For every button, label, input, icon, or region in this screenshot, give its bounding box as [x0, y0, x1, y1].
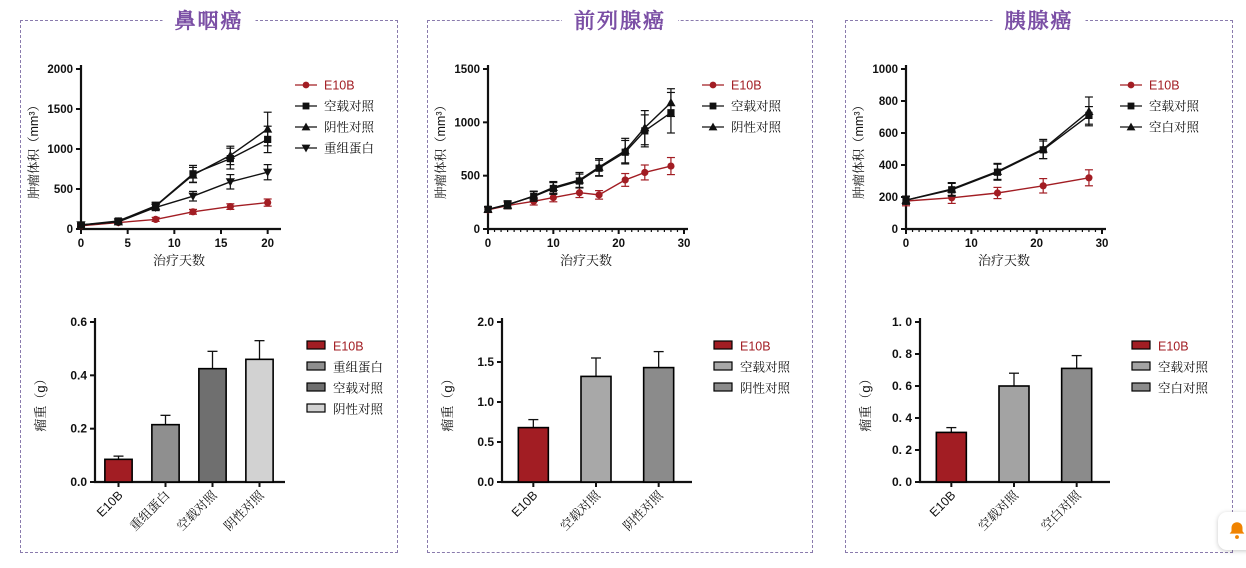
svg-text:0: 0 [902, 238, 910, 250]
svg-text:1000: 1000 [47, 144, 73, 156]
svg-text:空载对照: 空载对照 [731, 99, 782, 114]
svg-text:E10B: E10B [94, 488, 126, 520]
svg-text:5: 5 [124, 238, 131, 250]
svg-text:800: 800 [878, 96, 898, 108]
svg-text:阴性对照: 阴性对照 [620, 488, 666, 534]
svg-text:E10B: E10B [508, 488, 541, 520]
svg-text:0.0: 0.0 [70, 475, 87, 489]
svg-text:30: 30 [1095, 238, 1109, 250]
bell-icon [1226, 520, 1246, 542]
svg-text:空载对照: 空载对照 [324, 99, 375, 114]
svg-text:E10B: E10B [1149, 78, 1180, 93]
svg-text:阴性对照: 阴性对照 [324, 120, 375, 135]
svg-text:2.0: 2.0 [477, 315, 494, 329]
svg-text:0: 0 [66, 224, 73, 236]
svg-text:1500: 1500 [454, 64, 480, 76]
tumor-weight-bar-chart [848, 304, 1220, 564]
svg-text:20: 20 [612, 238, 626, 250]
svg-text:肿瘤体积（mm³）: 肿瘤体积（mm³） [852, 99, 866, 199]
svg-text:1. 0: 1. 0 [891, 315, 912, 329]
svg-text:阴性对照: 阴性对照 [731, 120, 782, 135]
svg-text:0. 6: 0. 6 [891, 379, 912, 393]
panel-nasopharyngeal-cancer [20, 10, 398, 553]
svg-text:E10B: E10B [740, 339, 771, 354]
svg-text:空白对照: 空白对照 [1158, 381, 1209, 396]
svg-text:0.2: 0.2 [70, 421, 87, 436]
panel-pancreatic-cancer [845, 10, 1233, 553]
panel-title: 鼻咽癌 [163, 5, 256, 35]
svg-text:空载对照: 空载对照 [557, 488, 604, 534]
svg-text:1000: 1000 [872, 64, 898, 76]
svg-text:空载对照: 空载对照 [975, 488, 1022, 534]
svg-text:0. 8: 0. 8 [891, 347, 912, 361]
tumor-volume-line-chart [23, 53, 395, 295]
svg-text:空载对照: 空载对照 [740, 360, 791, 375]
svg-text:400: 400 [878, 160, 898, 172]
svg-text:0.5: 0.5 [477, 435, 494, 449]
svg-text:空白对照: 空白对照 [1149, 120, 1200, 135]
svg-text:600: 600 [878, 128, 898, 140]
svg-text:20: 20 [1030, 238, 1044, 250]
svg-text:重组蛋白: 重组蛋白 [324, 141, 375, 156]
svg-text:空载对照: 空载对照 [1158, 360, 1209, 375]
svg-text:0. 0: 0. 0 [891, 475, 912, 489]
svg-text:0.4: 0.4 [70, 368, 87, 383]
svg-text:0. 4: 0. 4 [891, 411, 912, 425]
svg-text:500: 500 [460, 170, 480, 183]
svg-text:重组蛋白: 重组蛋白 [127, 488, 173, 534]
svg-text:治疗天数: 治疗天数 [977, 253, 1031, 268]
svg-text:空载对照: 空载对照 [1149, 99, 1200, 114]
svg-text:瘤重（g）: 瘤重（g） [33, 372, 48, 432]
svg-text:200: 200 [878, 192, 898, 204]
tumor-volume-line-chart [430, 53, 802, 295]
svg-text:E10B: E10B [324, 78, 355, 93]
svg-text:E10B: E10B [333, 339, 364, 354]
support-widget[interactable] [1218, 512, 1246, 550]
svg-text:30: 30 [677, 238, 691, 250]
svg-text:0: 0 [77, 238, 85, 250]
svg-text:E10B: E10B [1158, 339, 1189, 354]
svg-text:重组蛋白: 重组蛋白 [333, 360, 384, 375]
panel-title: 前列腺癌 [562, 5, 678, 35]
svg-text:E10B: E10B [926, 488, 959, 520]
svg-text:瘤重（g）: 瘤重（g） [440, 372, 455, 432]
svg-text:10: 10 [546, 238, 560, 250]
svg-text:空载对照: 空载对照 [174, 488, 220, 534]
svg-text:阴性对照: 阴性对照 [333, 402, 384, 417]
svg-text:0: 0 [473, 224, 480, 236]
svg-text:0.6: 0.6 [70, 315, 87, 329]
svg-text:E10B: E10B [731, 78, 762, 93]
svg-text:500: 500 [53, 184, 73, 196]
svg-text:0: 0 [891, 224, 898, 236]
svg-text:10: 10 [167, 238, 181, 250]
svg-text:10: 10 [964, 238, 978, 250]
svg-text:瘤重（g）: 瘤重（g） [858, 372, 873, 432]
tumor-weight-bar-chart [23, 304, 395, 564]
svg-text:1000: 1000 [454, 117, 480, 130]
svg-text:肿瘤体积（mm³）: 肿瘤体积（mm³） [27, 99, 41, 199]
svg-text:2000: 2000 [47, 64, 73, 76]
svg-text:空载对照: 空载对照 [333, 381, 384, 396]
svg-text:肿瘤体积（mm³）: 肿瘤体积（mm³） [434, 99, 448, 199]
tumor-volume-line-chart [848, 53, 1220, 295]
panel-prostate-cancer [427, 10, 813, 553]
svg-text:治疗天数: 治疗天数 [559, 253, 613, 268]
panel-title: 胰腺癌 [993, 5, 1086, 35]
svg-text:1500: 1500 [47, 104, 73, 116]
svg-text:0. 2: 0. 2 [891, 443, 912, 457]
svg-text:阴性对照: 阴性对照 [221, 488, 267, 534]
svg-text:0: 0 [484, 238, 492, 250]
svg-text:阴性对照: 阴性对照 [740, 381, 791, 396]
svg-text:1.5: 1.5 [477, 355, 494, 369]
tumor-weight-bar-chart [430, 304, 802, 564]
svg-text:0.0: 0.0 [477, 475, 494, 489]
svg-text:15: 15 [214, 238, 228, 250]
svg-text:1.0: 1.0 [477, 395, 494, 409]
svg-text:空白对照: 空白对照 [1038, 488, 1084, 534]
svg-text:治疗天数: 治疗天数 [152, 253, 206, 268]
svg-text:20: 20 [261, 238, 275, 250]
